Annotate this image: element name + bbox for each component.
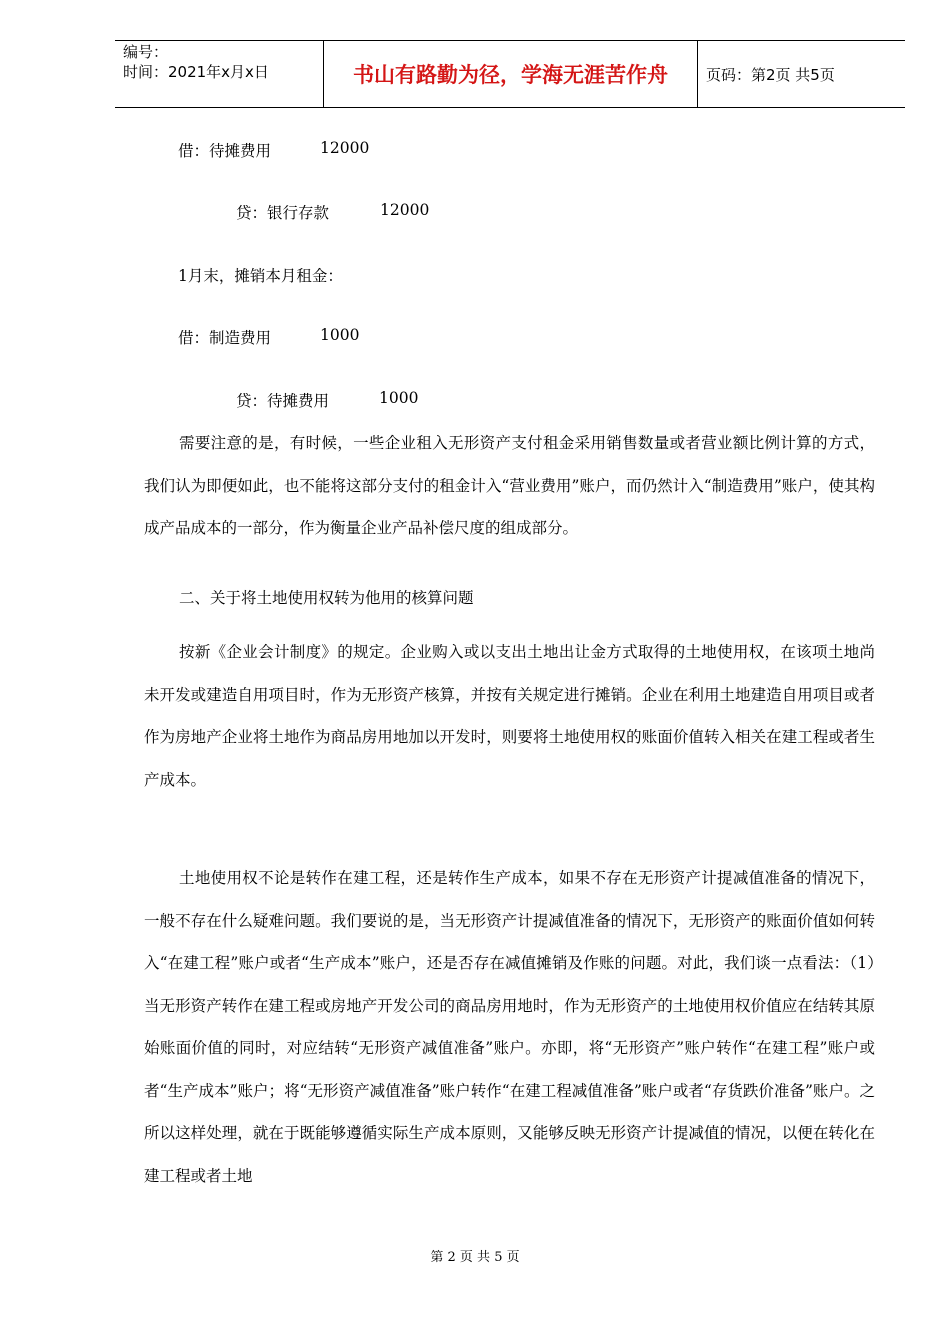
header-page-info: 页码：第2页 共5页 xyxy=(706,65,835,84)
paragraph: 需要注意的是，有时候，一些企业租入无形资产支付租金采用销售数量或者营业额比例计算的方式，我们认为即便如此，也不能将这部分支付的租金计入“营业费用”账户，而仍然计入“制造费用”账户，使其构成产品成本的一部分，作为衡量企业产品补偿尺度的组成部分。 xyxy=(144,434,875,537)
header-meta xyxy=(115,41,324,107)
paragraph: 土地使用权不论是转作在建工程，还是转作生产成本，如果不存在无形资产计提减值准备的情况下，一般不存在什么疑难问题。我们要说的是，当无形资产计提减值准备的情况下，无形资产的账面价值如何转入“在建工程”账户或者“生产成本”账户，还是否存在减值摊销及作账的问题。对此，我们谈一点看法：（1）当无形资产转作在建工程或房地产开发公司的商品房用地时，作为无形资产的土地使用权价值应在结转其原始账面价值的同时，对应结转“无形资产减值准备”账户。亦即，将“无形资产”账户转作“在建工程”账户或者“生产成本”账户；将“无形资产减值准备”账户转作“在建工程减值准备”账户或者“存货跌价准备”账户。之所以这样处理，就在于既能够遵循实际生产成本原则，又能够反映无形资产计提减值的情况，以便在转化在建工程或者土地 xyxy=(144,869,875,1185)
header-motto: 书山有路勤为径，学海无涯苦作舟 xyxy=(324,41,698,107)
entry-note-text: 1月末，摊销本月租金： xyxy=(178,267,343,285)
entry-label: 贷：银行存款 xyxy=(236,204,330,222)
entry-label: 贷：待摊费用 xyxy=(236,392,330,410)
section-heading: 二、关于将土地使用权转为他用的核算问题 xyxy=(179,589,474,607)
page-footer: 第 2 页 共 5 页 xyxy=(430,1250,520,1265)
entry-amount: 12000 xyxy=(320,139,370,157)
journal-entry-credit-1 xyxy=(236,201,430,223)
entry-note xyxy=(178,264,343,286)
entry-amount: 1000 xyxy=(320,326,360,344)
entry-amount: 1000 xyxy=(379,389,419,407)
journal-entry-debit-1 xyxy=(178,139,370,161)
document-time-label: 时间：2021年x月x日 xyxy=(123,63,269,81)
entry-label: 借：待摊费用 xyxy=(178,142,272,160)
document-number-label: 编号： xyxy=(123,43,169,61)
entry-amount: 12000 xyxy=(380,201,430,219)
journal-entry-debit-2 xyxy=(178,326,360,348)
journal-entry-credit-2 xyxy=(236,389,419,411)
entry-label: 借：制造费用 xyxy=(178,329,272,347)
paragraph: 按新《企业会计制度》的规定。企业购入或以支出土地出让金方式取得的土地使用权，在该项土地尚未开发或建造自用项目时，作为无形资产核算，并按有关规定进行摊销。企业在利用土地建造自用项目或者作为房地产企业将土地作为商品房用地加以开发时，则要将土地使用权的账面价值转入相关在建工程或者生产成本。 xyxy=(144,643,875,789)
page-header xyxy=(115,40,905,108)
